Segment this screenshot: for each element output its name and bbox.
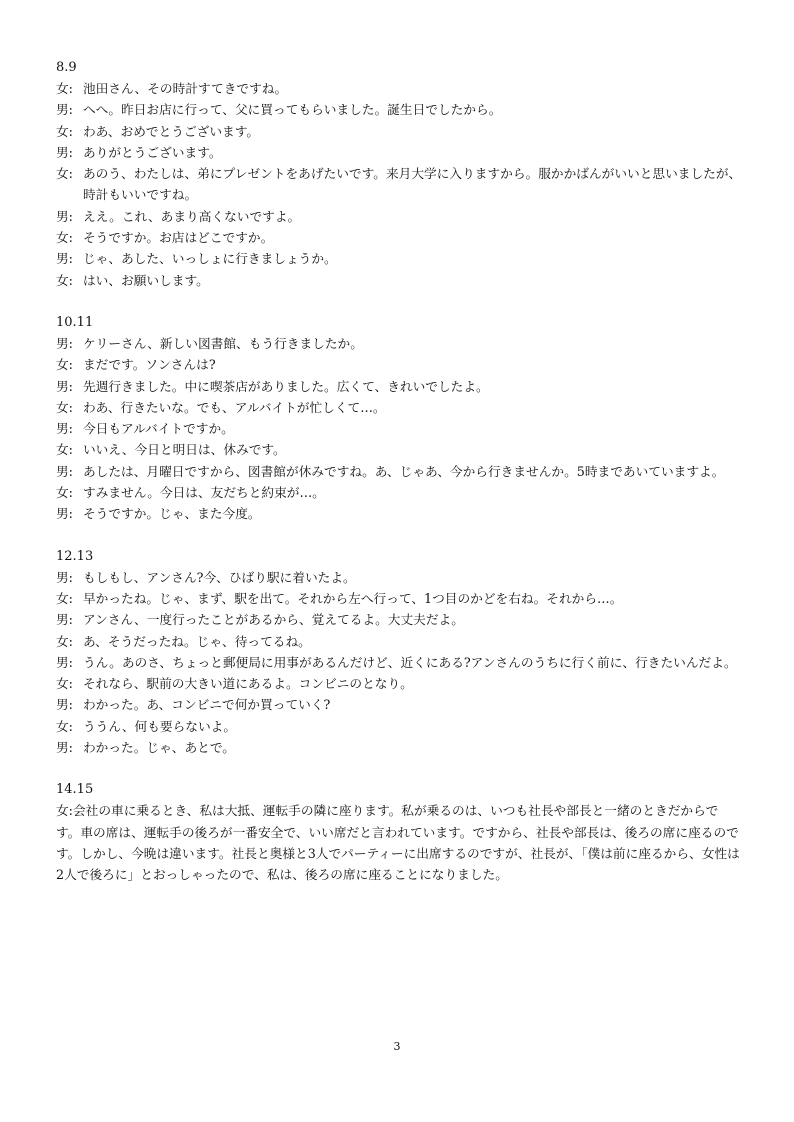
speaker-label: 女: (56, 123, 73, 139)
speaker-label: 男: (56, 251, 73, 267)
speaker-label: 男: (56, 421, 73, 437)
dialogue-text: アンさん、一度行ったことがあるから、覚えてるよ。大丈夫だよ。 (83, 612, 464, 628)
speaker-label: 女: (56, 590, 73, 606)
dialogue-line (56, 652, 742, 673)
dialogue-text: うん。あのさ、ちょっと郵便局に用事があるんだけど、近くにある?アンさんのうちに行く前に、行きたいんだよ。 (83, 654, 737, 670)
document-body (56, 58, 742, 908)
speaker-label: 男: (56, 654, 73, 670)
dialogue-text: もしもし、アンさん?今、ひばり駅に着いたよ。 (83, 569, 356, 585)
dialogue-line (56, 376, 742, 397)
dialogue-line (56, 588, 742, 609)
speaker-label: 女: (56, 718, 73, 734)
dialogue-text: ええ。これ、あまり高くないですよ。 (83, 208, 301, 224)
dialogue-line (56, 142, 742, 163)
dialogue-line (56, 694, 742, 715)
dialogue-text: ううん、何も要らないよ。 (83, 718, 237, 734)
speaker-label: 男: (56, 697, 73, 713)
section-14-15 (56, 780, 742, 885)
speaker-label: 男: (56, 740, 73, 756)
speaker-label: 女: (56, 230, 73, 246)
dialogue-line (56, 439, 742, 460)
dialogue-text: 池田さん、その時計すてきですね。 (83, 81, 288, 96)
dialogue-text: へへ。昨日お店に行って、父に買ってもらいました。誕生日でしたから。 (83, 102, 502, 118)
section-number: 12.13 (56, 548, 94, 564)
dialogue-line (56, 631, 742, 652)
section-number: 10.11 (56, 314, 94, 330)
dialogue-text: それなら、駅前の大きい道にあるよ。コンビニのとなり。 (83, 676, 413, 692)
speaker-label: 男: (56, 335, 73, 351)
dialogue-text: じゃ、あした、いっしょに行きましょうか。 (83, 251, 337, 267)
dialogue-line (56, 503, 742, 524)
dialogue-text: あしたは、月曜日ですから、図書館が休みですね。あ、じゃあ、今から行きませんか。5時まであいていますよ。 (83, 463, 725, 479)
speaker-label: 女: (56, 442, 73, 458)
dialogue-line (56, 227, 742, 248)
speaker-label: 男: (56, 463, 73, 479)
speaker-label: 男: (56, 208, 73, 224)
dialogue-line (56, 121, 742, 142)
section-8-9 (56, 58, 742, 291)
dialogue-line (56, 78, 742, 99)
dialogue-line (56, 461, 742, 482)
dialogue-text: わあ、行きたいな。でも、アルバイトが忙しくて…。 (83, 399, 386, 415)
speaker-label: 男: (56, 144, 73, 160)
dialogue-text: ケリーさん、新しい図書館、もう行きましたか。 (83, 335, 363, 351)
dialogue-line (56, 206, 742, 227)
speaker-label: 女: (56, 357, 73, 373)
dialogue-line (56, 609, 742, 630)
dialogue-line (56, 737, 742, 758)
dialogue-text: 今日もアルバイトですか。 (83, 421, 234, 437)
speaker-label: 女: (56, 633, 73, 649)
dialogue-line (56, 482, 742, 503)
dialogue-text: ありがとうございます。 (83, 144, 222, 160)
speaker-label: 男: (56, 378, 73, 394)
dialogue-line (56, 567, 742, 588)
page-number: 3 (393, 1040, 401, 1053)
dialogue-line (56, 418, 742, 439)
dialogue-text: わかった。じゃ、あとで。 (83, 740, 235, 756)
speaker-label: 女: (56, 676, 73, 692)
dialogue-text: すみません。今日は、友だちと約束が…。 (83, 485, 325, 501)
dialogue-line (56, 333, 742, 354)
speaker-label: 男: (56, 612, 73, 628)
dialogue-text: いいえ、今日と明日は、休みです。 (83, 442, 286, 458)
speaker-label: 女: (56, 81, 73, 96)
dialogue-line (56, 673, 742, 694)
dialogue-text: まだです。ソンさんは? (83, 357, 216, 373)
dialogue-line (56, 397, 742, 418)
monologue-text: 女:会社の車に乗るとき、私は大抵、運転手の隣に座ります。私が乗るのは、いつも社長や部長と一緒のときだからです。車の席は、運転手の後ろが一番安全で、いい席だと言われています。ですから、社長や部長は、後ろの席に座るのです。しかし、今晩は違います。社長と奥様と3人でパーティーに出席するのですが、社長が、「僕は前に座るから、女性は2人で後ろに」とおっしゃったので、私は、後ろの席に座ることになりました。 (56, 803, 740, 883)
dialogue-text: わあ、おめでとうございます。 (83, 123, 260, 139)
dialogue-text: そうですか。じゃ、また今度。 (83, 506, 261, 522)
dialogue-line (56, 99, 742, 120)
section-10-11 (56, 313, 742, 525)
speaker-label: 男: (56, 506, 73, 522)
section-number: 14.15 (56, 782, 94, 798)
dialogue-line (56, 163, 742, 206)
speaker-label: 男: (56, 102, 73, 118)
dialogue-text: 早かったね。じゃ、まず、駅を出て。それから左へ行って、1つ目のかどを右ね。それから…。 (83, 590, 623, 606)
dialogue-text: あのう、わたしは、弟にプレゼントをあげたいです。来月大学に入りますから。服かかばんがいいと思いましたが、時計もいいですね。 (83, 166, 742, 203)
dialogue-line (56, 716, 742, 737)
speaker-label: 女: (56, 485, 73, 501)
speaker-label: 男: (56, 569, 73, 585)
speaker-label: 女: (56, 272, 73, 288)
section-number: 8.9 (56, 60, 77, 75)
dialogue-line (56, 354, 742, 375)
dialogue-text: あ、そうだったね。じゃ、待ってるね。 (83, 633, 311, 649)
dialogue-line (56, 248, 742, 269)
speaker-label: 女: (56, 166, 73, 182)
section-12-13 (56, 547, 742, 759)
dialogue-text: はい、お願いします。 (83, 272, 209, 288)
dialogue-text: そうですか。お店はどこですか。 (83, 230, 274, 246)
speaker-label: 女: (56, 399, 73, 415)
dialogue-line (56, 270, 742, 291)
dialogue-text: 先週行きました。中に喫茶店がありました。広くて、きれいでしたよ。 (83, 378, 489, 394)
dialogue-text: わかった。あ、コンビニで何か買っていく? (83, 697, 331, 713)
